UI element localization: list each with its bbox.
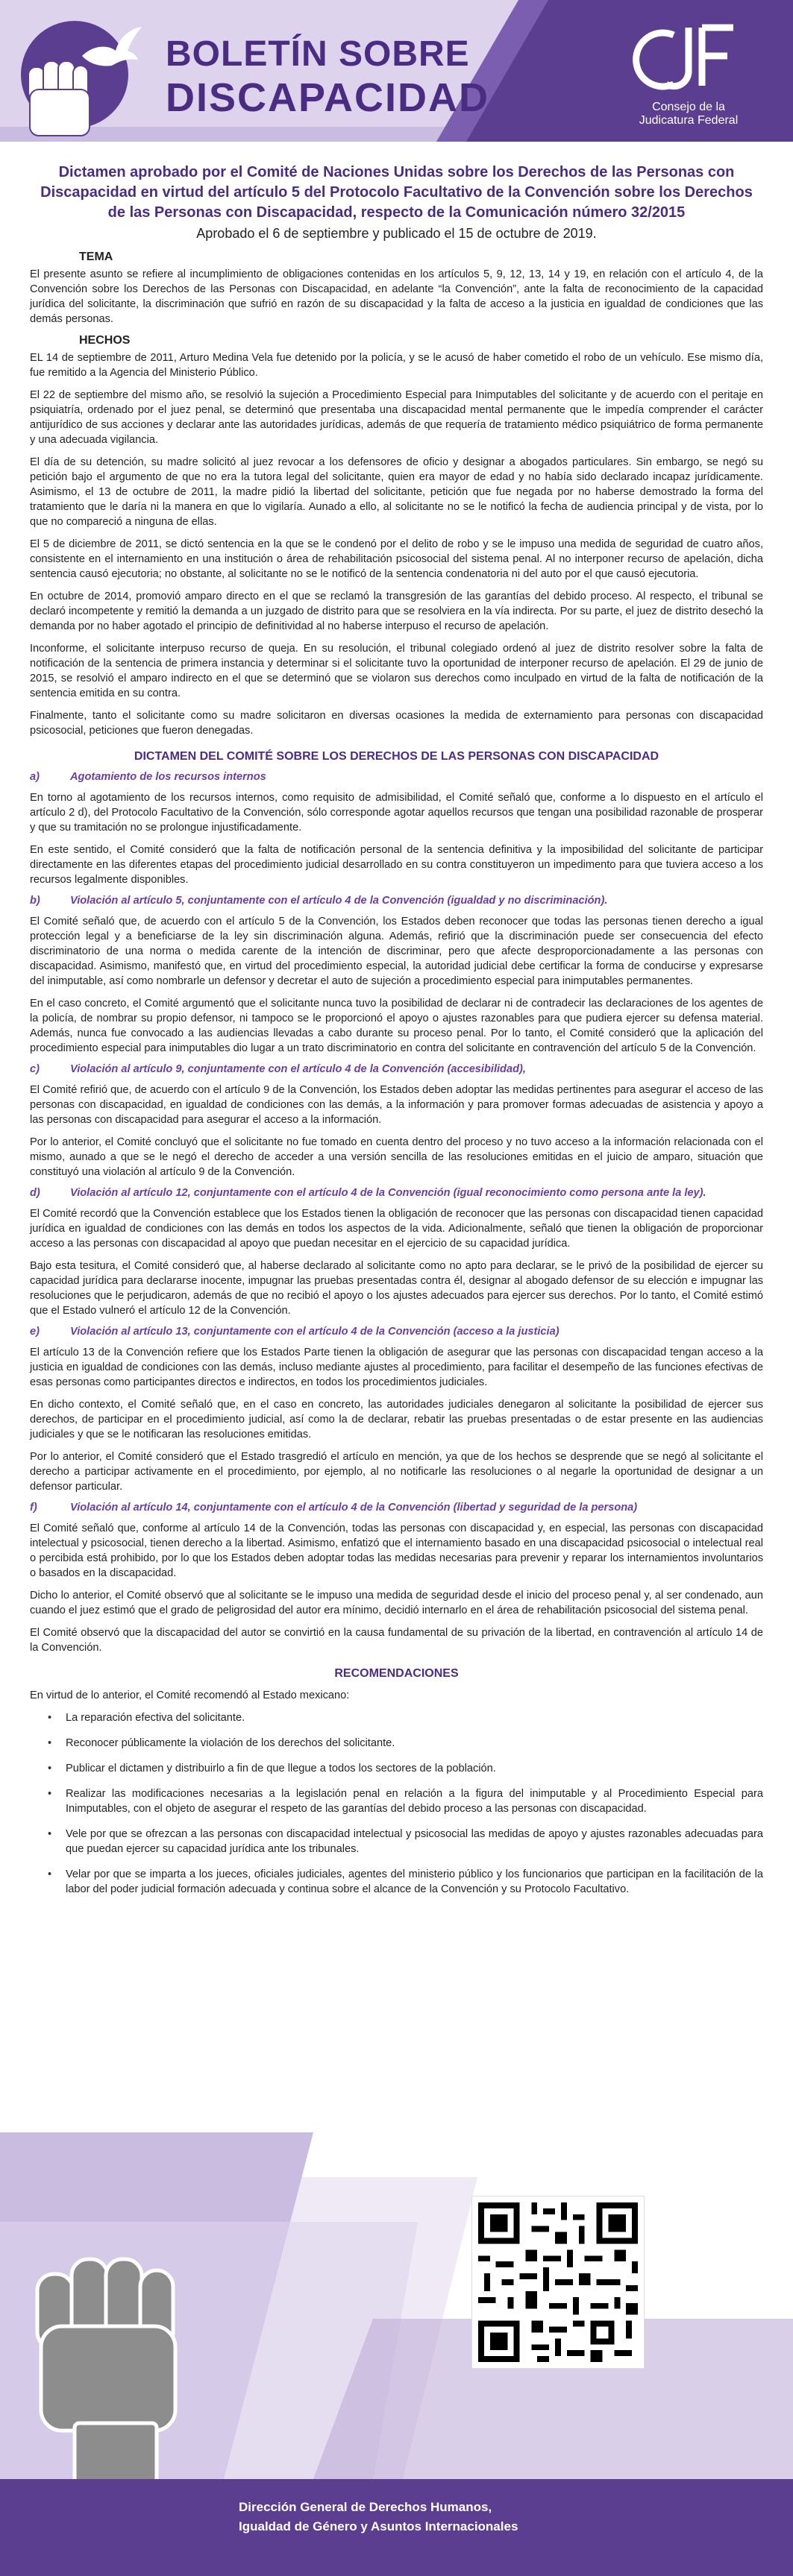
hechos-paragraph: Finalmente, tanto el solicitante como su madre solicitaron en diversas ocasiones la medida de externamiento para personas con discapacidad psicosocial, peticiones que fueron denegadas. xyxy=(30,710,763,737)
section-heading-d xyxy=(30,1187,763,1199)
section-heading-b xyxy=(30,895,763,907)
section-paragraph: El Comité señaló que, conforme al artículo 14 de la Convención, todas las personas con discapacidad y, en especial, las personas con discapacidad intelectual y psicosocial, tienen derecho a la libertad. Asimismo, enfatizó que el internamiento basado en una discapacidad psicosocial o intelectual real o percibida está prohibido, por lo que los Estados deben adoptar todas las medidas necesarias para prevenir y reparar los internamientos involuntarios o basados en la discapacidad. xyxy=(30,1522,763,1579)
bulletin-title-line2: DISCAPACIDAD xyxy=(166,75,490,120)
dove-icon xyxy=(78,22,145,75)
dictamen-heading: DICTAMEN DEL COMITÉ SOBRE LOS DERECHOS DE LAS PERSONAS CON DISCAPACIDAD xyxy=(134,750,659,763)
section-title: Violación al artículo 14, conjuntamente con el artículo 4 de la Convención (libertad y seguridad de la persona) xyxy=(70,1502,638,1514)
section-heading-a xyxy=(30,771,763,783)
hechos-paragraph: EL 14 de septiembre de 2011, Arturo Medina Vela fue detenido por la policía, y se le acusó de haber cometido el robo de un vehículo. Ese mismo día, fue remitido a la Agencia del Ministerio Público. xyxy=(30,352,763,379)
recommendation-item: • Reconocer públicamente la violación de los derechos del solicitante. xyxy=(48,1736,763,1751)
hechos-paragraph: El día de su detención, su madre solicitó al juez revocar a los defensores de oficio y designar a abogados particulares. Sin embargo, se negó su petición bajo el argumento de que no era la tutora legal del solicitante, quien era mayor de edad y no había sido declarado incapaz jurídicamente. Asimismo, el 13 de octubre de 2011, la madre pidió la libertad del solicitante, petición que fue negada por no haberse demostrado la forma del tratamiento que le daría ni la manera en que lo vigilaría. Aunado a ello, al solicitante no se le notificó la fecha de audiencia principal y de vista, por lo que no compareció a ninguna de ellas. xyxy=(30,456,763,528)
section-paragraph: En dicho contexto, el Comité señaló que, en el caso en concreto, las autoridades judiciales denegaron al solicitante la posibilidad de ejercer sus derechos, de participar en el procedimiento judicial, así como la de declarar, rebatir las pruebas presentadas o de estar presente en las audiencias judiciales y que se le notificaran las resoluciones emitidas. xyxy=(30,1399,763,1440)
qr-code-graphic xyxy=(472,2196,644,2368)
recommendation-item: • La reparación efectiva del solicitante. xyxy=(48,1710,763,1725)
recommendations-intro: En virtud de lo anterior, el Comité recomendó al Estado mexicano: xyxy=(30,1689,350,1701)
document-subtitle: Aprobado el 6 de septiembre y publicado el 15 de octubre de 2019. xyxy=(196,226,597,241)
recommendation-item: • Publicar el dictamen y distribuirlo a fin de que llegue a todos los sectores de la población. xyxy=(48,1761,763,1776)
hechos-paragraph: En octubre de 2014, promovió amparo directo en el que se reclamó la transgresión de las garantías del debido proceso. Al respecto, el tribunal se declaró incompetente y remitió la demanda a un juzgado de distrito para que se resolviera en la vía indirecta. Por su parte, el juez de distrito desechó la demanda por no haber agotado el principio de definitividad al no haberse interpuso el recurso de apelación. xyxy=(30,591,763,632)
footer-line1: Dirección General de Derechos Humanos, xyxy=(239,2500,492,2514)
section-letter: a) xyxy=(30,771,40,783)
section-paragraph: En torno al agotamiento de los recursos internos, como requisito de admisibilidad, el Comité señaló que, conforme a lo dispuesto en el artículo el artículo 2 d), del Protocolo Facultativo de la Convención, sólo corresponde agotar aquellos recursos que tengan una posibilidad razonable de prosperar y que su tramitación no se prolongue injustificadamente. xyxy=(30,792,763,834)
section-letter: c) xyxy=(30,1063,40,1075)
logo-caption-line1: Consejo de la xyxy=(652,101,725,113)
section-title: Violación al artículo 13, conjuntamente con el artículo 4 de la Convención (acceso a la justicia) xyxy=(70,1326,560,1338)
cjf-logo-caption xyxy=(614,101,763,127)
bulletin-header xyxy=(0,0,793,142)
section-paragraph: El Comité observó que la discapacidad del autor se convirtió en la causa fundamental de su privación de la libertad, en contravención al artículo 14 de la Convención. xyxy=(30,1627,763,1654)
footer-line2: Igualdad de Género y Asuntos Internacionales xyxy=(239,2519,518,2534)
bulletin-title-line1: BOLETÍN SOBRE xyxy=(166,34,470,74)
hechos-paragraph: El 5 de diciembre de 2011, se dictó sentencia en la que se le condenó por el delito de robo y se le impuso una medida de seguridad de cuatro años, consistente en el internamiento en una institución o área de rehabilitación psicosocial del sistema penal. Al no interponer recurso de apelación, dicha sentencia causó ejecutoria; no obstante, al solicitante no se le notificó de la sentencia condenatoria ni del auto por el que causó ejecutoria. xyxy=(30,538,763,580)
recommendations-list xyxy=(30,1710,763,1897)
cjf-logo-mark xyxy=(614,19,763,101)
section-paragraph: El artículo 13 de la Convención refiere que los Estados Parte tienen la obligación de asegurar que las personas con discapacidad tengan acceso a la justicia en igualdad de condiciones con las demás, incluso mediante ajustes al procedimiento, para facilitar el desempeño de las funciones efectivas de esas personas como participantes directos e indirectos, en todos los procedimientos judiciales. xyxy=(30,1347,763,1388)
hechos-paragraph: El 22 de septiembre del mismo año, se resolvió la sujeción a Procedimiento Especial para Inimputables del solicitante y de acuerdo con el peritaje en psiquiatría, ordenado por el juez penal, se determinó que presentaba una discapacidad mental permanente que le impedía comprender el carácter antijurídico de sus acciones y declarar ante las autoridades jurídicas, además de que requería de tratamiento médico psiquiátrico de forma permanente y una adecuada vigilancia. xyxy=(30,389,763,446)
section-paragraph: El Comité recordó que la Convención establece que los Estados tienen la obligación de reconocer que las personas con discapacidad tienen capacidad jurídica en igualdad de condiciones con las demás en todos los aspectos de la vida. Adicionalmente, señaló que tienen la obligación de proporcionar acceso a las personas con discapacidad al apoyo que puedan necesitar en el ejercicio de su capacidad jurídica. xyxy=(30,1208,763,1250)
cjf-logo xyxy=(614,19,763,130)
bulletin-content xyxy=(30,163,763,1907)
section-title: Violación al artículo 9, conjuntamente con el artículo 4 de la Convención (accesibilidad), xyxy=(70,1063,526,1075)
section-letter: f) xyxy=(30,1502,37,1514)
recommendation-item: • Vele por que se ofrezcan a las personas con discapacidad intelectual y psicosocial las medidas de apoyo y ajustes razonables adecuadas para que puedan ejercer su capacidad jurídica ante los tribunales. xyxy=(48,1827,763,1857)
section-paragraph: Por lo anterior, el Comité consideró que el Estado trasgredió el artículo en mención, ya que de los hechos se desprende que se negó al solicitante el derecho a participar activamente en el procedimiento, por ejemplo, al no notificarle las resoluciones o al negarle la oportunidad de designar a un defensor particular. xyxy=(30,1451,763,1493)
section-title: Violación al artículo 12, conjuntamente con el artículo 4 de la Convención (igual reconocimiento como persona ante la ley). xyxy=(70,1187,706,1199)
section-paragraph: El Comité señaló que, de acuerdo con el artículo 5 de la Convención, los Estados deben reconocer que todas las personas tienen derecho a igual protección legal y a beneficiarse de la ley sin discriminación alguna. Además, refirió que la discriminación puede ser consecuencia del efecto discriminatorio de una norma o medida carente de la intención de discriminar, pero que afecte desproporcionadamente a las personas con discapacidad. Asimismo, manifestó que, en virtud del procedimiento especial, la autoridad judicial debe certificar la forma de conducirse y expresarse del inimputable, así como nombrarle un defensor y decretar el auto de sujeción a procedimiento especial para inimputables permanentes. xyxy=(30,916,763,987)
recommendations-heading: RECOMENDACIONES xyxy=(334,1667,459,1680)
logo-caption-line2: Judicatura Federal xyxy=(639,114,739,127)
recommendation-item: • Velar por que se imparta a los jueces, oficiales judiciales, agentes del ministerio público y los funcionarios que participan en la facilitación de la labor del poder judicial formación adecuada y continua sobre el alcance de la Convención y su Protocolo Facultativo. xyxy=(48,1867,763,1897)
section-paragraph: En el caso concreto, el Comité argumentó que el solicitante nunca tuvo la posibilidad de declarar ni de contradecir las declaraciones de los agentes de la policía, de nombrar su propio defensor, ni tampoco se le proporcionó el apoyo o ajustes razonables para que pudiera ejercer su defensa material. Además, nunca fue convocado a las audiencias llevadas a cabo durante su proceso penal. Por lo tanto, el Comité consideró que la aplicación del procedimiento especial para inimputables dio lugar a un trato discriminatorio en contra del solicitante en contravención del artículo 5 de la Convención. xyxy=(30,998,763,1054)
section-heading-c xyxy=(30,1063,763,1075)
section-paragraph: Por lo anterior, el Comité concluyó que el solicitante no fue tomado en cuenta dentro del proceso y no tuvo acceso a la información relacionada con el mismo, aunado a que se le negó el derecho de acceder a una versión sencilla de las resoluciones emitidas en el juicio de amparo, situación que constituyó una violación al artículo 9 de la Convención. xyxy=(30,1136,763,1178)
tema-label: TEMA xyxy=(79,251,113,263)
footer-text xyxy=(239,2498,686,2536)
recommendation-item: • Realizar las modificaciones necesarias a la legislación penal en relación a la figura del inimputable y al Procedimiento Especial para Inimputables, con el objeto de asegurar el respeto de las garantías del debido proceso a las personas con discapacidad. xyxy=(48,1786,763,1816)
section-heading-e xyxy=(30,1326,763,1338)
tema-text: El presente asunto se refiere al incumplimiento de obligaciones contenidas en los artículos 5, 9, 12, 13, 14 y 19, en relación con el artículo 4, de la Convención sobre los Derechos de las Personas con Discapacidad, en adelante “la Convención”, ante la falta de reconocimiento de la capacidad jurídica del solicitante, la discriminación que sufrió en razón de su discapacidad y la falta de acceso a la justicia en igualdad de condiciones que las demás personas. xyxy=(30,268,763,325)
section-paragraph: Bajo esta tesitura, el Comité consideró que, al haberse declarado al solicitante como no apto para declarar, se le privó de la posibilidad de ejercer su capacidad jurídica para declararse inocente, impugnar las pruebas presentadas contra él, designar al abogado defensor de su elección e impugnar las resoluciones que le perjudicaron, además de que no recibió el apoyo o los ajustes adecuados para ejercer sus derechos. Por lo tanto, el Comité estimó que el Estado vulneró el artículo 12 de la Convención. xyxy=(30,1260,763,1317)
hechos-paragraph: Inconforme, el solicitante interpuso recurso de queja. En su resolución, el tribunal colegiado ordenó al juez de distrito resolver sobre la falta de notificación de la sentencia de primera instancia y determinar si el solicitante tuvo la oportunidad de interponer recurso de apelación. El 29 de junio de 2015, se resolvió el amparo indirecto en el que se determinó que se violaron sus derechos como inculpado en virtud de la falta de notificación de la sentencia emitida en su contra. xyxy=(30,643,763,699)
section-title: Violación al artículo 5, conjuntamente con el artículo 4 de la Convención (igualdad y no discriminación). xyxy=(70,895,608,907)
qr-code-icon[interactable] xyxy=(471,2196,645,2369)
section-heading-f xyxy=(30,1502,763,1514)
section-paragraph: En este sentido, el Comité consideró que la falta de notificación personal de la sentencia definitiva y la imposibilidad del solicitante de participar directamente en las diferentes etapas del procedimiento judicial desarrollado en su contra constituyeron un impedimento para que tuviera acceso a los recursos legalmente disponibles. xyxy=(30,844,763,886)
section-letter: b) xyxy=(30,895,40,907)
raised-fist-icon xyxy=(7,2229,231,2483)
section-paragraph: Dicho lo anterior, el Comité observó que al solicitante se le impuso una medida de seguridad desde el inicio del proceso penal y, al ser condenado, aun cuando el juez estimó que el grado de peligrosidad del autor era mínimo, decidió internarlo en el área de rehabilitación psicosocial del sistema penal. xyxy=(30,1590,763,1616)
section-paragraph: El Comité refirió que, de acuerdo con el artículo 9 de la Convención, los Estados deben adoptar las medidas pertinentes para asegurar el acceso de las personas con discapacidad, en igualdad de condiciones con las demás, a la información y para promover formas adecuadas de asistencia y apoyo a las personas con discapacidad para asegurar el acceso a la información. xyxy=(30,1084,763,1126)
document-title: Dictamen aprobado por el Comité de Naciones Unidas sobre los Derechos de las Personas con Discapacidad en virtud del artículo 5 del Protocolo Facultativo de la Convención sobre los Derechos de las Personas con Discapacidad, respecto de la Comunicación número 32/2015 xyxy=(40,164,753,221)
section-letter: d) xyxy=(30,1187,40,1199)
section-title: Agotamiento de los recursos internos xyxy=(70,771,266,783)
section-letter: e) xyxy=(30,1326,40,1338)
hechos-label: HECHOS xyxy=(79,334,131,347)
